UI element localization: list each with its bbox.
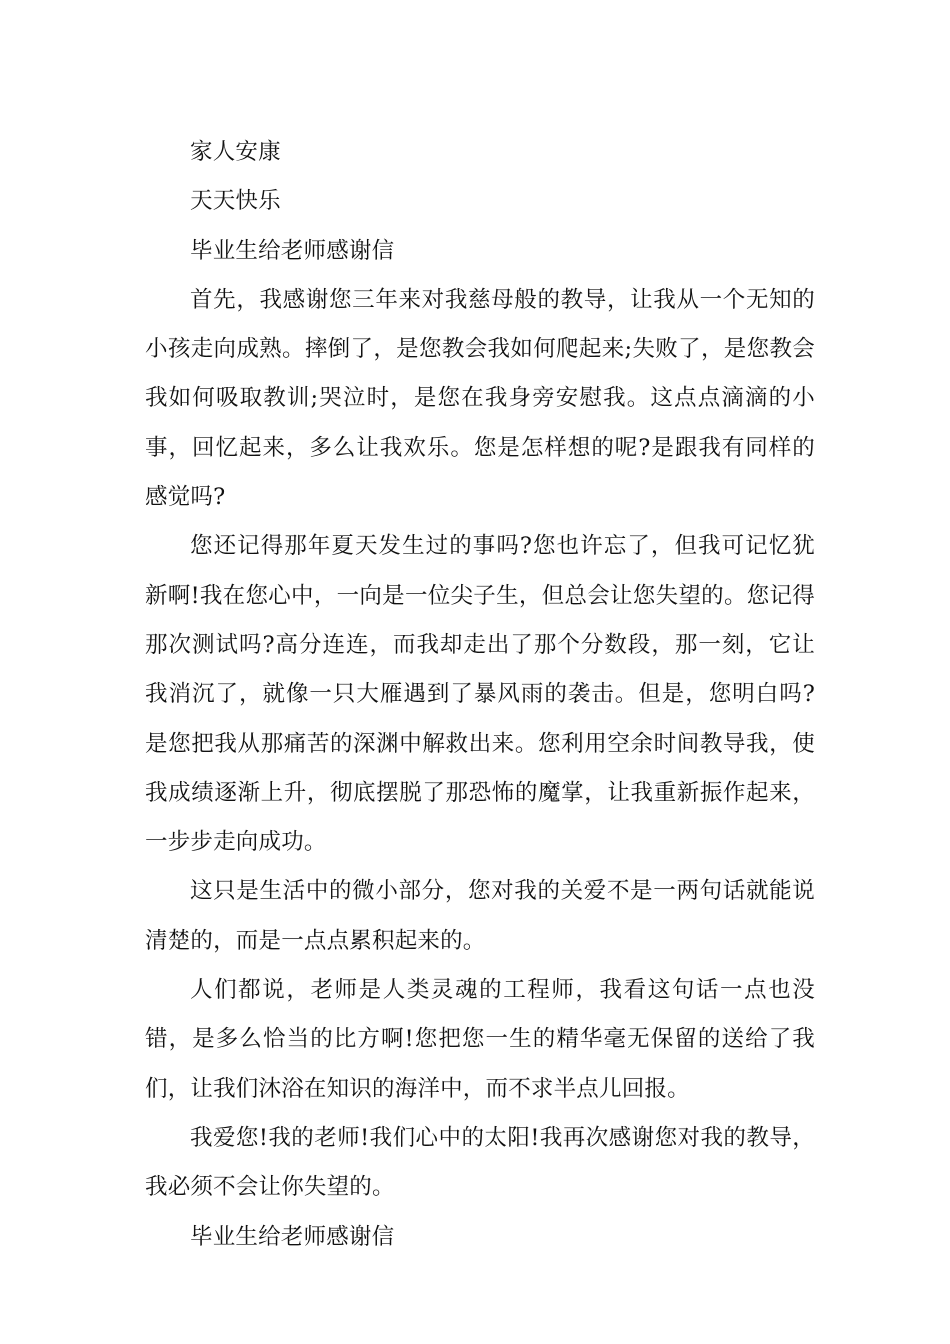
section-title: 毕业生给老师感谢信	[190, 1223, 395, 1250]
paragraph: 这只是生活中的微小部分，您对我的关爱不是一两句话就能说清楚的，而是一点点累积起来的。	[145, 878, 815, 954]
closing-line-family: 家人安康	[190, 139, 281, 165]
paragraph: 我爱您!我的老师!我们心中的太阳!我再次感谢您对我的教导，我必须不会让你失望的。	[145, 1124, 815, 1201]
paragraph: 您还记得那年夏天发生过的事吗?您也许忘了，但我可记忆犹新啊!我在您心中，一向是一位尖子生，但总会让您失望的。您记得那次测试吗?高分连连，而我却走出了那个分数段，那一刻，它让我消沉了，就像一只大雁遇到了暴风雨的袭击。但是，您明白吗?是您把我从那痛苦的深渊中解救出来。您利用空余时间教导我，使我成绩逐渐上升，彻底摆脱了那恐怖的魔掌，让我重新振作起来，一步步走向成功。	[145, 533, 815, 856]
paragraph: 人们都说，老师是人类灵魂的工程师，我看这句话一点也没错，是多么恰当的比方啊!您把您一生的精华毫无保留的送给了我们，让我们沐浴在知识的海洋中，而不求半点儿回报。	[145, 977, 815, 1102]
paragraph: 首先，我感谢您三年来对我慈母般的教导，让我从一个无知的小孩走向成熟。摔倒了，是您教会我如何爬起来;失败了，是您教会我如何吸取教训;哭泣时，是您在我身旁安慰我。这点点滴滴的小事，回忆起来，多么让我欢乐。您是怎样想的呢?是跟我有同样的感觉吗?	[145, 286, 815, 511]
section-title: 毕业生给老师感谢信	[190, 237, 395, 264]
closing-line-happy: 天天快乐	[190, 188, 281, 215]
document-body	[145, 128, 815, 1262]
